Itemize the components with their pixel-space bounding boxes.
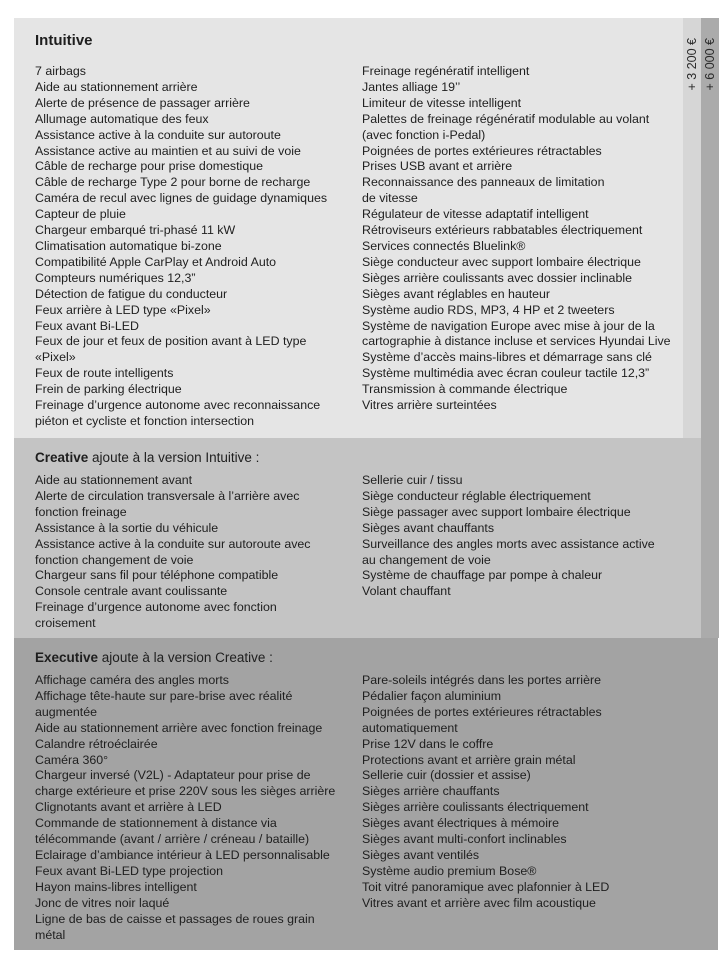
feature-item: 7 airbags [35, 64, 86, 78]
feature-item: télécommande (avant / arrière / créneau / bataille) [35, 832, 310, 847]
feature-item: Sièges avant chauffants [362, 520, 495, 535]
feature-item: Freinage regénératif intelligent [362, 64, 530, 78]
feature-item: Caméra de recul avec lignes de guidage dynamiques [35, 191, 328, 206]
price-creative: + 3 200 € [685, 38, 699, 91]
feature-item: Limiteur de vitesse intelligent [362, 95, 522, 110]
feature-list-left [35, 64, 362, 430]
feature-item: Aide au stationnement avant [35, 473, 193, 487]
version-subtitle: ajoute à la version Intuitive : [88, 450, 260, 465]
feature-item: Feux de jour et feux de position avant à LED type [35, 334, 307, 349]
feature-item: Sièges avant multi-confort inclinables [362, 832, 567, 847]
feature-item: Régulateur de vitesse adaptatif intelligent [362, 207, 589, 222]
feature-item: Jonc de vitres noir laqué [35, 895, 170, 910]
feature-item: Assistance active au maintien et au suivi de voie [35, 143, 301, 158]
price-strip-executive [701, 18, 719, 638]
feature-columns [35, 64, 683, 430]
feature-item: Jantes alliage 19’’ [362, 79, 461, 94]
feature-item: Poignées de portes extérieures rétractables [362, 704, 602, 719]
feature-item: Frein de parking électrique [35, 382, 182, 397]
feature-item: fonction changement de voie [35, 552, 194, 567]
feature-item: Services connectés Bluelink® [362, 238, 526, 253]
feature-item: Caméra 360° [35, 752, 109, 767]
feature-item: Chargeur inversé (V2L) - Adaptateur pour prise de [35, 768, 311, 783]
feature-item: cartographie à distance incluse et services Hyundai Live [362, 334, 671, 349]
feature-item: Feux arrière à LED type «Pixel» [35, 302, 211, 317]
feature-item: Freinage d’urgence autonome avec fonction [35, 600, 277, 615]
feature-item: «Pixel» [35, 350, 76, 365]
feature-list-right [362, 473, 682, 632]
feature-item: automatiquement [362, 720, 458, 735]
feature-item: Chargeur embarqué tri-phasé 11 kW [35, 223, 236, 238]
feature-item: Feux de route intelligents [35, 366, 174, 381]
feature-item: Détection de fatigue du conducteur [35, 286, 228, 301]
section-title-creative [35, 450, 701, 473]
feature-list-right [362, 673, 682, 943]
feature-item: Protections avant et arrière grain métal [362, 752, 576, 767]
feature-columns [35, 673, 718, 943]
feature-item: Climatisation automatique bi-zone [35, 238, 222, 253]
feature-item: Capteur de pluie [35, 207, 126, 222]
feature-item: Système audio RDS, MP3, 4 HP et 2 tweeters [362, 302, 615, 317]
feature-list-right [362, 64, 682, 430]
feature-item: Palettes de freinage régénératif modulable au volant [362, 111, 650, 126]
feature-item: Sièges avant électriques à mémoire [362, 816, 559, 831]
version-subtitle: ajoute à la version Creative : [98, 650, 273, 665]
feature-item: Câble de recharge pour prise domestique [35, 159, 263, 174]
feature-item: Alerte de présence de passager arrière [35, 95, 250, 110]
feature-item: Vitres avant et arrière avec film acoustique [362, 895, 596, 910]
feature-item: Hayon mains-libres intelligent [35, 879, 197, 894]
feature-item: augmentée [35, 704, 98, 719]
feature-item: de vitesse [362, 191, 418, 206]
section-executive [14, 638, 718, 950]
feature-item: Compteurs numériques 12,3” [35, 270, 196, 285]
feature-item: Câble de recharge Type 2 pour borne de recharge [35, 175, 311, 190]
feature-item: Système de navigation Europe avec mise à jour de la [362, 318, 655, 333]
feature-list-left [35, 473, 362, 632]
feature-item: Feux avant Bi-LED type projection [35, 863, 224, 878]
section-title-intuitive: Intuitive [35, 32, 93, 49]
feature-item: Siège passager avec support lombaire électrique [362, 504, 631, 519]
feature-item: Surveillance des angles morts avec assistance active [362, 536, 655, 551]
feature-item: Eclairage d’ambiance intérieur à LED personnalisable [35, 847, 330, 862]
section-intuitive [14, 18, 683, 438]
feature-item: Sellerie cuir / tissu [362, 473, 463, 487]
feature-item: Feux avant Bi-LED [35, 318, 139, 333]
feature-item: piéton et cycliste et fonction intersection [35, 413, 255, 428]
feature-columns [35, 473, 701, 632]
feature-item: Assistance active à la conduite sur autoroute [35, 127, 281, 142]
feature-item: Chargeur sans fil pour téléphone compatible [35, 568, 279, 583]
feature-item: Calandre rétroéclairée [35, 736, 158, 751]
feature-item: Assistance à la sortie du véhicule [35, 520, 219, 535]
feature-item: Rétroviseurs extérieurs rabbatables électriquement [362, 223, 643, 238]
feature-item: croisement [35, 616, 96, 631]
feature-item: Ligne de bas de caisse et passages de roues grain [35, 911, 315, 926]
feature-item: Console centrale avant coulissante [35, 584, 228, 599]
section-creative [14, 438, 701, 638]
feature-item: Alerte de circulation transversale à l’arrière avec [35, 488, 300, 503]
feature-item: Assistance active à la conduite sur autoroute avec [35, 536, 311, 551]
feature-item: au changement de voie [362, 552, 491, 567]
version-name: Creative [35, 450, 89, 465]
feature-item: Pare-soleils intégrés dans les portes arrière [362, 673, 601, 687]
feature-item: Compatibilité Apple CarPlay et Android Auto [35, 254, 277, 269]
feature-item: Commande de stationnement à distance via [35, 816, 277, 831]
feature-item: Système audio premium Bose® [362, 863, 537, 878]
feature-item: Sièges arrière chauffants [362, 784, 500, 799]
feature-item: Freinage d’urgence autonome avec reconnaissance [35, 398, 321, 413]
feature-item: Clignotants avant et arrière à LED [35, 800, 222, 815]
feature-item: Sellerie cuir (dossier et assise) [362, 768, 531, 783]
feature-item: (avec fonction i-Pedal) [362, 127, 486, 142]
feature-item: Système multimédia avec écran couleur tactile 12,3” [362, 366, 650, 381]
feature-item: Reconnaissance des panneaux de limitation [362, 175, 605, 190]
feature-item: Aide au stationnement arrière [35, 79, 198, 94]
feature-item: Allumage automatique des feux [35, 111, 209, 126]
feature-item: Poignées de portes extérieures rétractables [362, 143, 602, 158]
price-executive: + 6 000 € [703, 38, 717, 91]
feature-item: Volant chauffant [362, 584, 451, 599]
feature-item: Affichage tête-haute sur pare-brise avec réalité [35, 688, 293, 703]
feature-item: Système d’accès mains-libres et démarrage sans clé [362, 350, 652, 365]
feature-item: Siège conducteur réglable électriquement [362, 488, 591, 503]
feature-item: Prises USB avant et arrière [362, 159, 513, 174]
feature-item: Aide au stationnement arrière avec fonction freinage [35, 720, 323, 735]
feature-item: Affichage caméra des angles morts [35, 673, 229, 687]
feature-item: charge extérieure et prise 220V sous les sièges arrière [35, 784, 336, 799]
feature-item: Sièges avant ventilés [362, 847, 480, 862]
feature-item: Sièges avant réglables en hauteur [362, 286, 551, 301]
feature-list-left [35, 673, 362, 943]
feature-item: Pédalier façon aluminium [362, 688, 502, 703]
feature-item: métal [35, 927, 66, 942]
feature-item: Sièges arrière coulissants électriquement [362, 800, 589, 815]
feature-item: fonction freinage [35, 504, 127, 519]
feature-item: Transmission à commande électrique [362, 382, 568, 397]
section-title-executive [35, 650, 718, 673]
feature-item: Prise 12V dans le coffre [362, 736, 494, 751]
feature-item: Siège conducteur avec support lombaire électrique [362, 254, 641, 269]
feature-item: Vitres arrière surteintées [362, 398, 497, 413]
version-name: Executive [35, 650, 99, 665]
feature-item: Sièges arrière coulissants avec dossier inclinable [362, 270, 632, 285]
feature-item: Système de chauffage par pompe à chaleur [362, 568, 603, 583]
feature-item: Toit vitré panoramique avec plafonnier à LED [362, 879, 610, 894]
